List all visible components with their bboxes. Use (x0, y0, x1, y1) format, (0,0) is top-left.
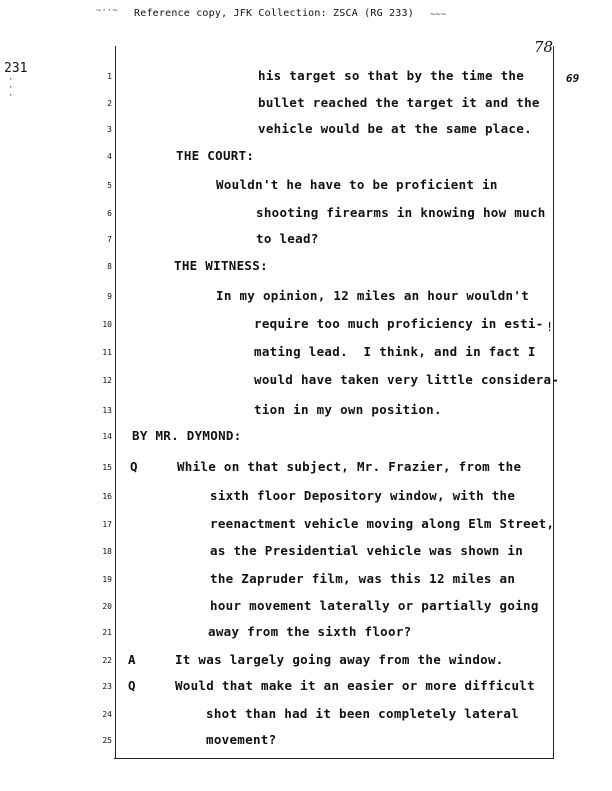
line-number: 8 (107, 262, 112, 271)
transcript-line (0, 543, 612, 569)
transcript-line (0, 459, 612, 485)
line-text: the Zapruder film, was this 12 miles an (210, 571, 516, 586)
line-text: as the Presidential vehicle was shown in (210, 543, 524, 558)
transcript-line (0, 402, 612, 428)
line-number: 6 (107, 209, 112, 218)
line-number: 20 (102, 602, 112, 611)
reference-header: Reference copy, JFK Collection: ZSCA (RG 233) (134, 8, 414, 19)
header-scribble: ~··~ (96, 6, 118, 16)
handwritten-page-number: 78 (534, 38, 554, 56)
line-text: THE COURT: (176, 148, 255, 163)
line-number: 12 (102, 376, 112, 385)
line-number: 1 (107, 72, 112, 81)
line-text: bullet reached the target it and the (258, 95, 540, 110)
line-text: away from the sixth floor? (208, 624, 412, 639)
transcript-line (0, 706, 612, 732)
transcript-line (0, 121, 612, 147)
bottom-rule (114, 758, 554, 759)
line-number: 10 (102, 320, 112, 329)
transcript-line (0, 68, 612, 94)
transcript-line (0, 344, 612, 370)
line-number: 18 (102, 547, 112, 556)
line-text: would have taken very little considera- (254, 372, 560, 387)
transcript-line (0, 652, 612, 678)
line-text: to lead? (256, 231, 319, 246)
transcript-line (0, 624, 612, 650)
line-text: shooting firearms in knowing how much (256, 205, 546, 220)
line-number: 21 (102, 628, 112, 637)
line-number: 15 (102, 463, 112, 472)
right-margin-tick: ! (546, 320, 554, 334)
transcript-line (0, 205, 612, 231)
transcript-line (0, 372, 612, 398)
line-text: Q While on that subject, Mr. Frazier, from the (130, 459, 522, 474)
transcript-line (0, 148, 612, 174)
line-number: 9 (107, 292, 112, 301)
right-margin-note: 69 (566, 72, 580, 85)
transcript-line (0, 231, 612, 257)
line-text: Wouldn't he have to be proficient in (216, 177, 498, 192)
line-number: 17 (102, 520, 112, 529)
line-number: 19 (102, 575, 112, 584)
line-number: 14 (102, 432, 112, 441)
transcript-line (0, 488, 612, 514)
line-text: vehicle would be at the same place. (258, 121, 532, 136)
line-text: require too much proficiency in esti- (254, 316, 544, 331)
transcript-line (0, 732, 612, 758)
transcript-line (0, 95, 612, 121)
line-text: reenactment vehicle moving along Elm Street, (210, 516, 555, 531)
line-number: 23 (102, 682, 112, 691)
header-mark: ~~~ (430, 10, 447, 20)
line-text: In my opinion, 12 miles an hour wouldn't (216, 288, 530, 303)
line-text: A It was largely going away from the window. (128, 652, 504, 667)
side-marks: · · · (8, 75, 14, 101)
transcript-line (0, 316, 612, 342)
transcript-line (0, 571, 612, 597)
transcript-line (0, 598, 612, 624)
transcript-line (0, 177, 612, 203)
line-text: Q Would that make it an easier or more difficult (128, 678, 535, 693)
transcript-line (0, 516, 612, 542)
line-text: hour movement laterally or partially going (210, 598, 539, 613)
line-text: his target so that by the time the (258, 68, 525, 83)
line-text: movement? (206, 732, 277, 747)
line-text: mating lead. I think, and in fact I (254, 344, 536, 359)
transcript-line (0, 258, 612, 284)
line-number: 3 (107, 125, 112, 134)
line-number: 13 (102, 406, 112, 415)
line-number: 16 (102, 492, 112, 501)
line-number: 11 (102, 348, 112, 357)
transcript-line (0, 428, 612, 454)
line-text: shot than had it been completely lateral (206, 706, 520, 721)
side-page-number: 231 (4, 61, 28, 76)
line-number: 5 (107, 181, 112, 190)
line-number: 2 (107, 99, 112, 108)
line-text: sixth floor Depository window, with the (210, 488, 516, 503)
transcript-line (0, 678, 612, 704)
line-number: 7 (107, 235, 112, 244)
transcript-line (0, 288, 612, 314)
line-number: 4 (107, 152, 112, 161)
line-text: tion in my own position. (254, 402, 442, 417)
line-number: 24 (102, 710, 112, 719)
line-text: BY MR. DYMOND: (132, 428, 242, 443)
line-number: 22 (102, 656, 112, 665)
line-text: THE WITNESS: (174, 258, 268, 273)
line-number: 25 (102, 736, 112, 745)
